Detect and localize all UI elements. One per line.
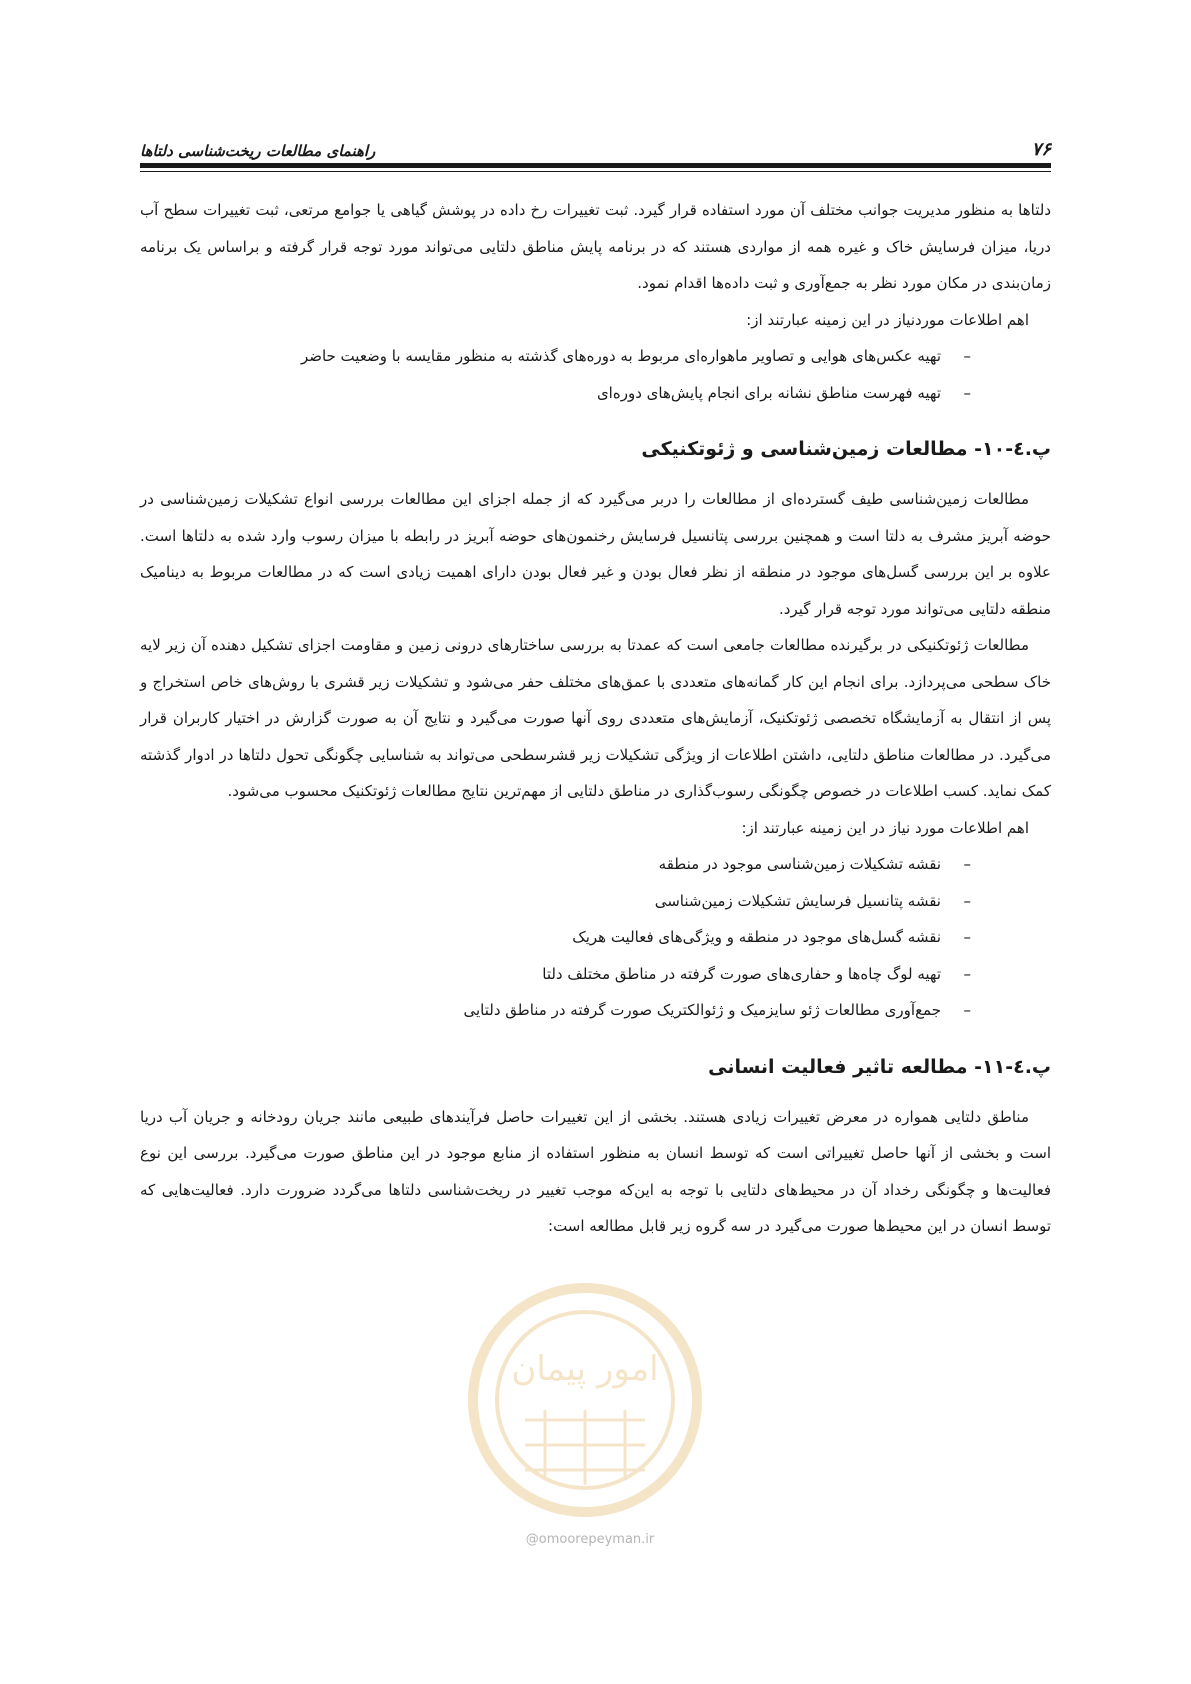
section-heading-human-activity: پ.٤-١١- مطالعه تاثیر فعالیت انسانی xyxy=(708,1055,1051,1078)
dash-marker: – xyxy=(963,855,971,873)
page-number: ۷۶ xyxy=(1031,139,1051,160)
intro-paragraph: دلتاها به منظور مدیریت جوانب مختلف آن مورد استفاده قرار گیرد. ثبت تغییرات رخ داده در پوشش گیاهی یا جوامع مرتعی، ثبت تغییرات سطح آب دریا، میزان فرسایش خاک و غیره همه از مواردی هستند که در برنامه پایش مناطق دلتایی می‌تواند مورد توجه قرار گرفته و براساس یک برنامه زمان‌بندی در مکان مورد نظر به جمع‌آوری و ثبت داده‌ها اقدام نمود. xyxy=(140,201,1051,292)
watermark-logo-text: امور پیمان xyxy=(511,1349,659,1389)
running-title: راهنمای مطالعات ریخت‌شناسی دلتاها xyxy=(140,142,376,160)
page-header xyxy=(140,120,1051,160)
list-item: – تهیه عکس‌های هوایی و تصاویر ماهواره‌ای مربوط به دوره‌های گذشته به منظور مقایسه با وضعیت حاضر xyxy=(140,338,971,375)
dash-marker: – xyxy=(963,383,971,402)
dash-marker: – xyxy=(963,928,971,946)
dash-marker: – xyxy=(963,347,971,365)
list-item: – نقشه گسل‌های موجود در منطقه و ویژگی‌های فعالیت هریک xyxy=(140,919,971,956)
geology-paragraph-2: مطالعات ژئوتکنیکی در برگیرنده مطالعات جامعی است که عمدتا به بررسی ساختارهای درونی زمین و مقاومت اجزای تشکیل دهنده آن زیر لایه خاک سطحی می‌پردازد. برای انجام این کار گمانه‌های متعددی با عمق‌های مختلف حفر می‌شود و تشکیلات زیر قشری با روش‌های خاص استخراج و پس از انتقال به آزمایشگاه تخصصی ژئوتکنیک، آزمایش‌های متعددی روی آنها صورت می‌گیرد و نتایج آن به صورت گزارش در اختیار کاربران قرار می‌گیرد. در مطالعات مناطق دلتایی، داشتن اطلاعات از ویژگی تشکیلات زیر قشرسطحی می‌تواند به شناسایی چگونگی تحول دلتاها در ادوار گذشته کمک نماید. کسب اطلاعات در خصوص چگونگی رسوب‌گذاری در مناطق دلتایی از مهم‌ترین نتایج مطالعات ژئوتکنیک محسوب می‌شود. xyxy=(140,636,1051,800)
geology-list xyxy=(140,846,1051,1029)
section-heading-geology: پ.٤-١٠- مطالعات زمین‌شناسی و ژئوتکنیکی xyxy=(641,438,1051,460)
watermark-logo-icon xyxy=(455,1270,715,1530)
geology-list-intro: اهم اطلاعات مورد نیاز در این زمینه عبارتند از: xyxy=(741,818,1029,837)
list-item: – جمع‌آوری مطالعات ژئو سایزمیک و ژئوالکتریک صورت گرفته در مناطق دلتایی xyxy=(140,992,971,1029)
page-body xyxy=(140,192,1051,1245)
header-rule-thin xyxy=(140,171,1051,172)
list-item: – نقشه پتانسیل فرسایش تشکیلات زمین‌شناسی xyxy=(140,883,971,920)
watermark-url: @omoorepeyman.ir xyxy=(525,1532,655,1547)
dash-marker: – xyxy=(963,891,971,910)
human-activity-paragraph: مناطق دلتایی همواره در معرض تغییرات زیادی هستند. بخشی از این تغییرات حاصل فرآیندهای طبیعی مانند جریان رودخانه و جریان آب دریا است و بخشی از آنها حاصل تغییراتی است که توسط انسان به منظور استفاده از منابع موجود در این مناطق صورت می‌گیرد. بررسی این نوع فعالیت‌ها و چگونگی رخداد آن در محیط‌های دلتایی با توجه به این‌که موجب تغییر در ریخت‌شناسی دلتاها می‌گردد ضرورت دارد. فعالیت‌هایی که توسط انسان در این محیط‌ها صورت می‌گیرد در سه گروه زیر قابل مطالعه است: xyxy=(140,1107,1051,1235)
dash-marker: – xyxy=(963,964,971,983)
header-rule-thick xyxy=(140,163,1051,168)
dash-marker: – xyxy=(963,1001,971,1019)
list-item: – نقشه تشکیلات زمین‌شناسی موجود در منطقه xyxy=(140,846,971,883)
intro-list xyxy=(140,338,1051,411)
geology-paragraph-1: مطالعات زمین‌شناسی طیف گسترده‌ای از مطالعات را دربر می‌گیرد که از جمله اجزای این مطالعات بررسی انواع تشکیلات زمین‌شناسی در حوضه آبریز مشرف به دلتا است و همچنین بررسی پتانسیل فرسایش رخنمون‌های حوضه آبریز در رابطه با میزان رسوب وارد شده به دلتاها است. علاوه بر این بررسی گسل‌های موجود در منطقه از نظر فعال بودن و غیر فعال بودن دارای اهمیت زیادی است که در مطالعات مربوط به دینامیک منطقه دلتایی می‌تواند مورد توجه قرار گیرد. xyxy=(140,490,1051,618)
list-item: – تهیه فهرست مناطق نشانه برای انجام پایش‌های دوره‌ای xyxy=(140,375,971,412)
intro-list-intro: اهم اطلاعات موردنیاز در این زمینه عبارتند از: xyxy=(746,310,1029,329)
list-item: – تهیه لوگ چاه‌ها و حفاری‌های صورت گرفته در مناطق مختلف دلتا xyxy=(140,956,971,993)
